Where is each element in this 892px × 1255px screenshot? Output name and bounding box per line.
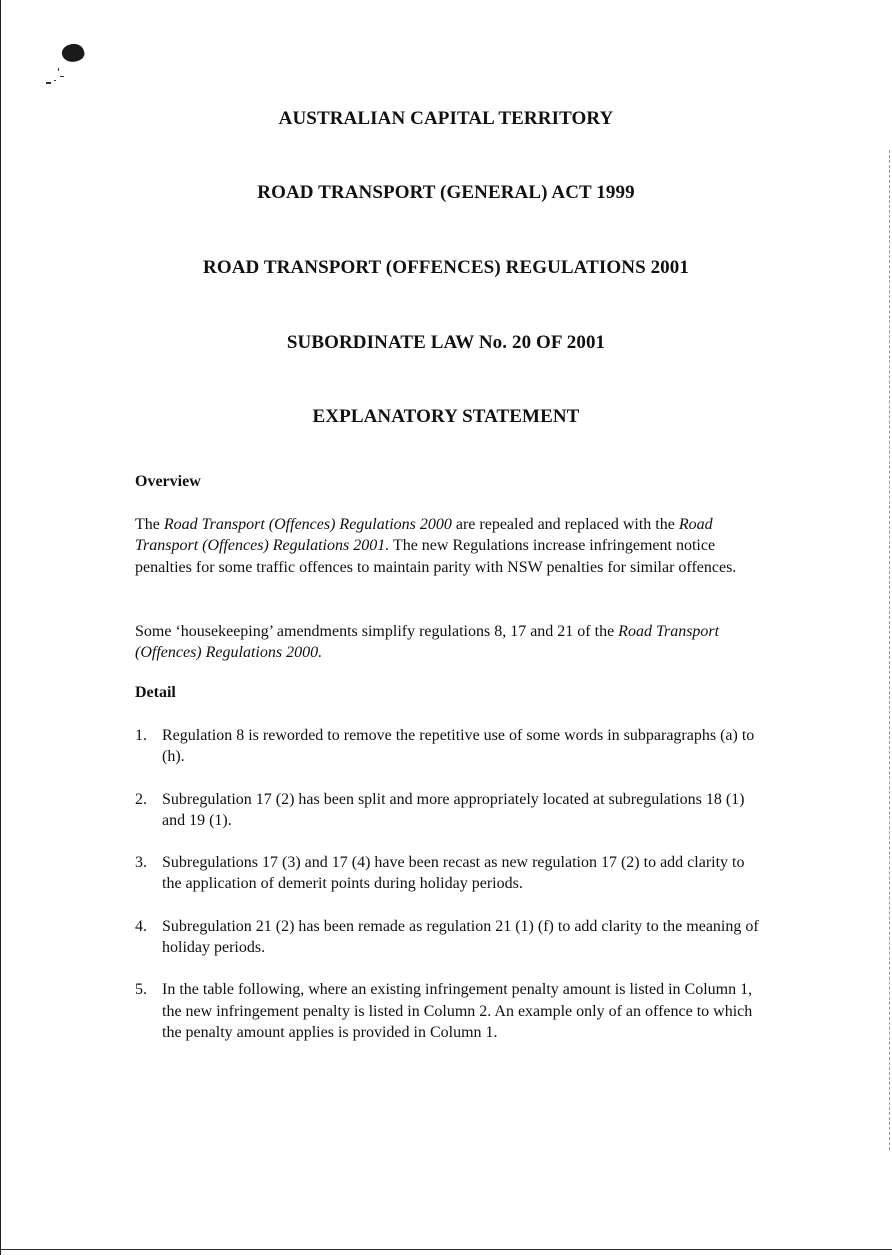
detail-item-text: Subregulation 21 (2) has been remade as regulation 21 (1) (f) to add clarity to the meaning of holiday periods. bbox=[162, 917, 759, 957]
detail-item bbox=[135, 916, 765, 959]
detail-item-number: 4. bbox=[135, 917, 147, 935]
regulation-title-italic: Road Transport (Offences) Regulations 2000 bbox=[163, 516, 452, 533]
overview-paragraph-2 bbox=[135, 621, 765, 664]
overview-paragraph-1 bbox=[135, 514, 765, 578]
text-run: The new Regulations increase infringement notice penalties for some traffic offences to maintain parity with NSW penalties for similar offences. bbox=[135, 537, 737, 576]
scan-right-edge bbox=[888, 150, 890, 1150]
act-heading: ROAD TRANSPORT (GENERAL) ACT 1999 bbox=[257, 182, 635, 203]
detail-item-text: Subregulations 17 (3) and 17 (4) have been recast as new regulation 17 (2) to add clarity to the application of demerit points during holiday periods. bbox=[162, 854, 745, 893]
detail-heading: Detail bbox=[135, 684, 176, 701]
detail-item-number: 2. bbox=[135, 790, 147, 808]
overview-heading: Overview bbox=[135, 473, 201, 490]
regulation-title-italic: Road Transport (Offences) Regulations 2001. bbox=[135, 516, 713, 555]
detail-item-text: Subregulation 17 (2) has been split and more appropriately located at subregulations 18 (1) and 19 (1). bbox=[162, 790, 745, 829]
text-run: The bbox=[135, 516, 164, 533]
detail-list bbox=[135, 725, 765, 1064]
detail-item bbox=[135, 725, 765, 768]
scan-bottom-edge bbox=[0, 1249, 892, 1250]
detail-item-number: 1. bbox=[135, 727, 147, 744]
detail-item-text: Regulation 8 is reworded to remove the repetitive use of some words in subparagraphs (a) to (h). bbox=[162, 727, 755, 766]
detail-item-text: In the table following, where an existing infringement penalty amount is listed in Column 1, the new infringement penalty is listed in Column 2. An example only of an offence to which the penalty amount applies is provided in Column 1. bbox=[162, 981, 753, 1041]
regulation-title-italic: Road Transport (Offences) Regulations 2000. bbox=[135, 623, 720, 662]
detail-item-number: 5. bbox=[135, 981, 147, 999]
detail-item bbox=[135, 852, 765, 895]
subordinate-law-heading: SUBORDINATE LAW No. 20 OF 2001 bbox=[286, 332, 606, 353]
detail-item-number: 3. bbox=[135, 854, 147, 872]
detail-item bbox=[135, 789, 765, 832]
regulations-heading: ROAD TRANSPORT (OFFENCES) REGULATIONS 2001 bbox=[203, 257, 689, 278]
scan-specks bbox=[44, 68, 66, 88]
explanatory-statement-heading: EXPLANATORY STATEMENT bbox=[312, 406, 580, 427]
jurisdiction-heading: AUSTRALIAN CAPITAL TERRITORY bbox=[278, 108, 614, 129]
detail-item bbox=[135, 979, 765, 1043]
text-run: are repealed and replaced with the bbox=[451, 516, 679, 533]
text-run: Some ‘housekeeping’ amendments simplify regulations 8, 17 and 21 of the bbox=[135, 623, 619, 640]
